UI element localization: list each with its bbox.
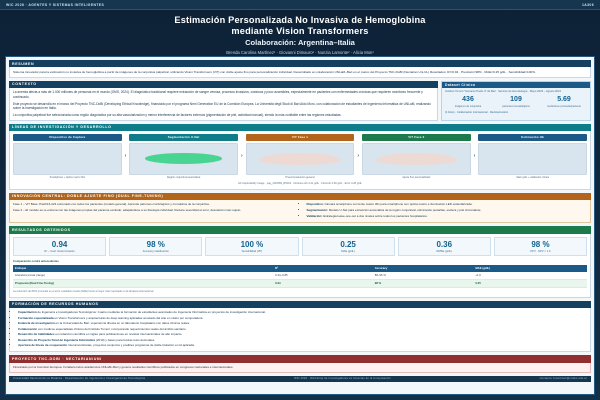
list-item	[18, 338, 587, 342]
section-innovacion	[9, 193, 591, 224]
pipeline-figure-caption: Hb Capturability Image · pag_20/2089_BS013 · Finetune Hb 4.41 g/dL · Flow Hb 4.49 g/dL · Error 0.28 g/dL	[238, 181, 362, 185]
list-item	[18, 327, 587, 331]
arrow-icon: ›	[357, 153, 359, 160]
metric-label: MAE (g/dL)	[341, 249, 355, 253]
dataset-heading: Dataset Clínico	[442, 82, 590, 89]
page-title: Estimación Personalizada No Invasiva de Hemoglobina	[174, 15, 426, 25]
list-item	[18, 310, 587, 314]
contexto-paragraph: La conjuntiva palpebral fue seleccionada como región diagnóstica por su alta vascularización y menor interferencia de factores externos (pigmentación de piel, actividad manual), siendo la más confiable entre las regiones estudiadas.	[13, 112, 342, 117]
metric-label: R² – Coef. Determinación	[44, 249, 75, 253]
stat-value: 109	[510, 95, 522, 103]
poster-id: 1A306	[582, 2, 594, 7]
step-caption: Región conjuntival automática	[166, 175, 201, 179]
capture-device-image	[13, 143, 122, 175]
pipeline-step-vit2	[362, 134, 471, 179]
formacion-panel	[9, 308, 591, 353]
estimation-image	[478, 143, 587, 175]
step-label: ViT Fase 2	[362, 134, 471, 141]
list-item	[18, 343, 587, 347]
dataset-card	[441, 81, 591, 121]
section-heading-resumen: RESUMEN	[9, 60, 591, 67]
pipeline-step-estimation	[478, 134, 587, 179]
step-caption: Valor g/dL + validación clínica	[516, 175, 550, 179]
contexto-paragraph: La anemia afecta a más de 1.000 millones de personas en el mundo (OMS, 2024). El diagnóstico tradicional requiere extracción de sangre venosa, procesos invasivos, costosos y poco accesibles, especialmente en pacientes con enfermedades crónicas que requieren monitoreo frecuente y continuado.	[13, 90, 423, 99]
list-item	[307, 214, 588, 218]
comparison-table	[13, 265, 587, 288]
metric-value: 98 %	[531, 239, 550, 249]
section-heading-formacion: FORMACIÓN DE RECURSOS HUMANOS	[9, 301, 591, 308]
segmentation-image	[129, 143, 238, 175]
item-label: Estancia de investigación	[18, 321, 55, 326]
section-contexto	[9, 81, 438, 121]
step-caption: Preentrenamiento general	[285, 175, 315, 179]
page-subtitle: Colaboración: Argentina–Italia	[245, 38, 355, 47]
metric-label: Accuracy clasificación	[142, 249, 169, 253]
metric-card	[205, 237, 298, 256]
metrics-row-1	[10, 234, 590, 259]
pipeline-step-vit1	[246, 134, 355, 179]
poster-body	[5, 56, 595, 395]
page-title-line2: mediante Vision Transformers	[231, 26, 369, 36]
step-label: Estimación Hb	[478, 134, 587, 141]
metric-card	[302, 237, 395, 256]
pipeline-step-capture	[13, 134, 122, 179]
list-item	[18, 332, 587, 336]
cell: 0.25	[473, 279, 587, 287]
step-caption: Smartphone + óptica macro 30x	[49, 175, 86, 179]
innovacion-panel	[9, 200, 591, 224]
column-header: R²	[273, 265, 373, 272]
dataset-stat	[445, 96, 491, 108]
section-heading-innovacion: INNOVACIÓN CENTRAL: DOBLE AJUSTE FINO (DUAL FINE-TUNING)	[9, 193, 591, 200]
item-label: Desarrollo de Proyecto Final de Ingeniería Informática	[18, 337, 96, 342]
resultados-panel	[9, 234, 591, 298]
section-resumen	[9, 60, 591, 78]
contexto-panel	[9, 88, 438, 121]
list-item	[307, 208, 588, 212]
bullet-label: Validación:	[306, 214, 323, 219]
cell: 98 %	[373, 279, 474, 287]
list-item	[18, 316, 587, 320]
segmentation-mask-shape	[145, 153, 222, 164]
item-text: (2019) y bases para futuras tesis doctorales.	[95, 337, 156, 342]
dataset-stat	[541, 96, 587, 108]
comparison-subheading: Comparación contra antecedentes	[13, 259, 59, 263]
section-heading-contexto: CONTEXTO	[9, 81, 438, 88]
step-caption: Ajuste fino personalizado	[402, 175, 431, 179]
metric-label: RMSE (g/dL)	[436, 249, 453, 253]
cell: 88–96 %	[373, 272, 474, 280]
item-text: de Ingeniería e Investigadores Tecnológicos: Cuatro mediante la formación de estudiantes avanzados de Ingeniería Informática en proyectos de investigación internacional.	[37, 310, 266, 315]
section-resultados	[9, 226, 591, 297]
arrow-icon: ›	[124, 153, 127, 160]
bullet-text: Modelo U-Net para extracción automática de la región conjuntival, eliminando pestañas, esclera y piel circundante.	[328, 208, 482, 213]
metric-value: 100 %	[240, 239, 264, 249]
cell: Propuesta (Dual Fine-Tuning)	[13, 279, 273, 287]
stat-label: pacientes hematológicos	[502, 104, 530, 108]
metric-card	[494, 237, 587, 256]
column-header: MAE (g/dL)	[473, 265, 587, 272]
pipeline-steps	[10, 131, 590, 182]
dataset-subtitle: Instituto Tumori "Giovanni Paolo II" de Bari · Servicio de Hematología · Mayo 2023 – Agosto 2024	[445, 90, 562, 94]
item-text: interuniversitarias, proyectos conjuntos y posibles programas de doble titulación en IA aplicada.	[68, 343, 195, 348]
step-label: ViT Fase 1	[246, 134, 355, 141]
cell: Literatura previa (rango)	[13, 272, 273, 280]
stat-value: 436	[462, 95, 474, 103]
conjunctiva-shape	[376, 153, 457, 165]
resumen-text: Sistema innovador para la estimación no invasiva de hemoglobina a partir de imágenes de la conjuntiva palpebral, utilizando Vision Transformers (ViT) con doble ajuste fino para personalización individual. Desarrollado en colaboración UNLaM–Bari en el marco del Proyecto TNC-DoBI (Nectarian Uni-UL) Resultados: R²=0.94 · Precisión=98% · MAE=0.25 g/dL · Sensibilidad=100%.	[9, 67, 591, 77]
dataset-footnote: (4 fotos) · Colaboración internacional · Revista/revisión	[445, 110, 509, 114]
item-text: en Vision Transformers y arquitecturas de deep learning aplicadas al estado del arte en visión por computadora.	[54, 315, 204, 320]
innovacion-note: Fase 1 – ViT Base: Patch16-224 entrenado con todos los pacientes (modelo general). Aprende patrones morfológicos y cromáticos de la conjuntiva.	[13, 202, 210, 207]
contexto-paragraph: Este proyecto se desarrolla en el marco del Proyecto TNC-DoBI (Developing Ethical Knowledge), financiado por el programa Next Generation EU de la Comisión Europea. La Università degli Studi di Bari Aldo Moro, con colaboración de estudiantes de Ingeniería Informática de UNLaM, realizando sobre la investigación en Italia.	[13, 101, 431, 111]
section-proyecto	[9, 355, 591, 372]
conjunctiva-shape	[259, 153, 340, 165]
dataset-stat	[493, 96, 539, 108]
bullet-label: Segmentación:	[306, 208, 329, 213]
table-row	[13, 272, 587, 280]
section-heading-proyecto: PROYECTO TNC-DOBI · NECTARIAN/UNI	[9, 355, 591, 362]
item-label: Formación especializada	[18, 315, 54, 320]
column-header: Accuracy	[373, 265, 474, 272]
list-item	[307, 202, 588, 206]
section-heading-resultados: RESULTADOS OBTENIDOS	[9, 226, 591, 233]
step-label: Dispositivo de Captura	[13, 134, 122, 141]
footer-left: Universidad Nacional de La Matanza · Departamento de Ingeniería e Investigaciones Tecnológicas	[13, 377, 146, 381]
column-header: Enfoque	[13, 265, 273, 272]
arrow-icon: ›	[240, 153, 243, 160]
formacion-list	[13, 310, 587, 347]
table-row	[13, 279, 587, 287]
metric-label: PPV · NPV = 1.0	[530, 249, 551, 253]
item-label: Desarrollo de habilidades	[18, 332, 55, 337]
stat-label: imágenes de conjuntiva	[454, 104, 482, 108]
metric-value: 0.25	[340, 239, 356, 249]
vit-phase1-image	[246, 143, 355, 175]
cell: 0.94	[273, 279, 373, 287]
metric-value: 0.36	[436, 239, 453, 249]
section-pipeline	[9, 124, 591, 190]
cell: +1.0	[473, 272, 587, 280]
top-bar	[0, 0, 600, 10]
author-names: Brenda Carolina Martínez¹ · Giovanni Dimauro² · Nunzia Lamonte² · Alicia Mon¹	[226, 50, 374, 55]
item-label: Capacitación	[18, 310, 37, 315]
item-label: Apertura de líneas de cooperación	[18, 343, 68, 348]
list-item	[18, 321, 587, 325]
footer-center: WIC 2026 · Workshop de Investigadores en Ciencias de la Computación	[294, 377, 391, 381]
innovacion-bullet-list	[302, 202, 588, 218]
table-header-row	[13, 265, 587, 272]
stat-value: 5.69	[557, 95, 571, 103]
innovacion-note: Fase 2 – El modelo se re-entrena con las imágenes propias del paciente excluido, adaptándose a su fisiología individual. Reduce severidad el error, desviación inter-sujeto.	[13, 208, 242, 213]
innovacion-bullets	[302, 202, 588, 219]
context-row	[9, 81, 591, 121]
bullet-label: Dispositivo:	[306, 202, 324, 207]
dataset-stats	[442, 94, 590, 111]
section-heading-pipeline: LÍNEAS DE INVESTIGACIÓN Y DESARROLLO	[9, 124, 591, 131]
poster-footer	[9, 376, 591, 382]
innovacion-columns	[13, 202, 587, 219]
bullet-text: Estrategia leave-one-out a dos niveles sobre todos los pacientes hospitalarios.	[323, 214, 428, 219]
pipeline-panel	[9, 131, 591, 190]
metric-card	[398, 237, 491, 256]
table-note: La reducción del 66% promedio en el error cuadrático medio (MAE) frente al mejor valor reportado en la literatura internacional.	[13, 289, 155, 293]
conference-tag: WIC 2026 · AGENTES Y SISTEMAS INTELIGENTES	[6, 2, 105, 7]
bullet-text: Cámara smartphone con lente macro 30x para smartphone con óptica macro e iluminación LED estandarizada.	[324, 202, 473, 207]
dataset-card-wrap	[441, 81, 591, 121]
stat-label: mediciones promedio/paciente	[547, 104, 581, 108]
item-label: Colaboración	[18, 326, 38, 331]
step-label: Segmentación U-Net	[129, 134, 238, 141]
metric-label: Sensibilidad (VP)	[241, 249, 263, 253]
innovacion-notes	[13, 202, 299, 219]
section-formacion	[9, 301, 591, 353]
arrow-icon: ›	[473, 153, 476, 160]
metric-card	[13, 237, 106, 256]
item-text: en la Universidad de Bari: experiencia directa en un laboratorio hospitalario con datos clínicos reales.	[55, 321, 190, 326]
item-text: en redacción científica en inglés para publicaciones en revistas internacionales de alto impacto.	[55, 332, 183, 337]
item-text: con médicos especialistas clínicos del Instituto Tumori, incorporando requerimientos reales del ámbito sanitario.	[38, 326, 187, 331]
footer-right: Contacto: bmartinez@unlam.edu.ar	[539, 377, 587, 381]
proyecto-panel	[9, 363, 591, 373]
metric-value: 0.94	[51, 239, 68, 249]
metric-card	[109, 237, 202, 256]
pipeline-step-segmentation	[129, 134, 238, 179]
vit-phase2-image	[362, 143, 471, 175]
proyecto-text: Financiado por la Comisión Europea. Fortalece lazos académicos UNLaM–Bari y genera resultados científicos publicados en congresos nacionales e internacionales.	[13, 365, 234, 370]
metric-value: 98 %	[146, 239, 165, 249]
cell: 0.44–0.85	[273, 272, 373, 280]
